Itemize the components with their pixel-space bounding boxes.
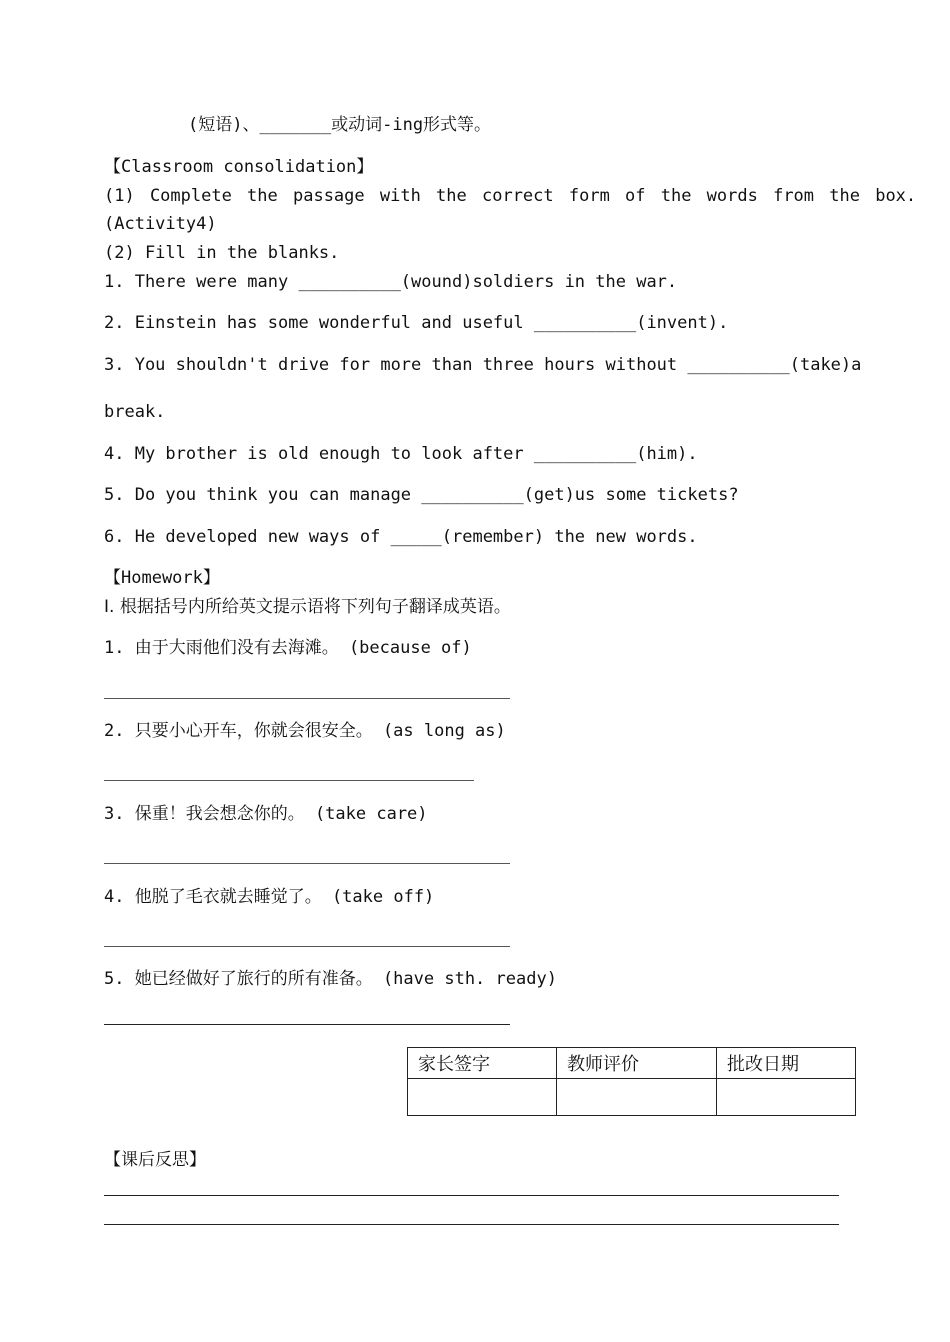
consolidation-heading: 【Classroom consolidation】 [104,157,374,177]
translate-item-3: 3. 保重！我会想念你的。 (take care) [104,804,428,824]
consolidation-task1: (1) Complete the passage with the correct form of the words from the box. [104,186,917,206]
parent-signature-header: 家长签字 [408,1048,557,1079]
top-line: (短语)、_______或动词-ing形式等。 [188,115,492,135]
blank-item-2: 2. Einstein has some wonderful and useful __________(invent). [104,313,729,333]
blank-item-3: 3. You shouldn't drive for more than three hours without __________(take)a [104,355,862,375]
blank-item-6: 6. He developed new ways of _____(remember) the new words. [104,527,698,547]
blank-item-4: 4. My brother is old enough to look after __________(him). [104,444,698,464]
answer-line-3 [104,863,510,864]
consolidation-task2: (2) Fill in the blanks. [104,243,340,263]
consolidation-task1-ref: (Activity4) [104,214,217,234]
answer-line-4 [104,946,510,947]
correction-date-header: 批改日期 [717,1048,856,1079]
teacher-evaluation-cell[interactable] [557,1079,717,1116]
answer-line-1 [104,698,510,699]
answer-line-5 [104,1024,510,1025]
translate-item-1: 1. 由于大雨他们没有去海滩。 (because of) [104,638,472,658]
correction-date-cell[interactable] [717,1079,856,1116]
blank-item-3-cont: break. [104,402,166,422]
blank-item-5: 5. Do you think you can manage __________(get)us some tickets? [104,485,739,505]
translate-item-4: 4. 他脱了毛衣就去睡觉了。 (take off) [104,887,435,907]
blank-item-1: 1. There were many __________(wound)soldiers in the war. [104,272,678,292]
translate-item-2: 2. 只要小心开车，你就会很安全。 (as long as) [104,721,506,741]
reflection-line-2 [104,1224,839,1225]
answer-line-2 [104,780,474,781]
homework-heading: 【Homework】 [104,568,220,588]
homework-instruction: Ⅰ. 根据括号内所给英文提示语将下列句子翻译成英语。 [104,597,511,617]
reflection-line-1 [104,1195,839,1196]
sign-table [407,1047,856,1116]
teacher-evaluation-header: 教师评价 [557,1048,717,1079]
reflection-heading: 【课后反思】 [104,1150,206,1170]
translate-item-5: 5. 她已经做好了旅行的所有准备。 (have sth. ready) [104,969,557,989]
parent-signature-cell[interactable] [408,1079,557,1116]
